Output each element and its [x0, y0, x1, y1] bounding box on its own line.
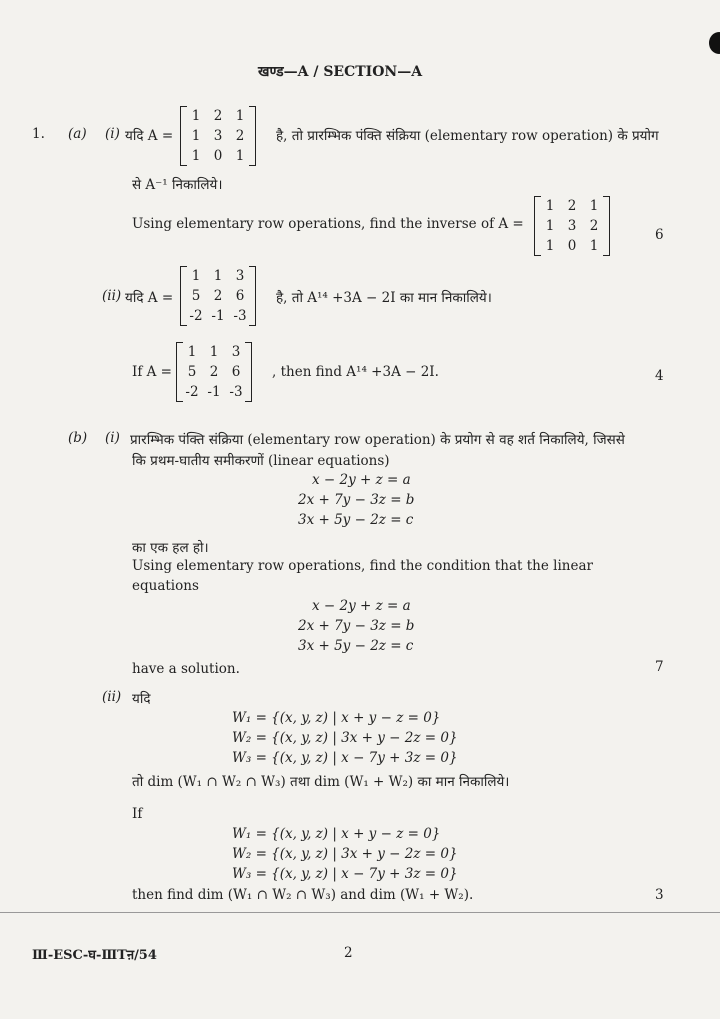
matrix-entry: 2: [589, 218, 599, 234]
part-a-label: (a): [68, 126, 87, 142]
matrix-a1: [180, 106, 256, 166]
equation: 3x + 5y − 2z = c: [298, 638, 414, 654]
matrix-entry: 1: [187, 344, 197, 360]
hindi-text: प्रारम्भिक पंक्ति संक्रिया (elementary row operation) के प्रयोग से वह शर्त निकालिये, जिससे: [130, 432, 625, 448]
sub-ii-label: (ii): [102, 288, 122, 304]
hindi-text: तो dim (W₁ ∩ W₂ ∩ W₃) तथा dim (W₁ + W₂) का मान निकालिये।: [132, 774, 510, 790]
hindi-text: यदि A =: [125, 290, 174, 306]
hindi-text: का एक हल हो।: [132, 540, 209, 556]
english-text: then find dim (W₁ ∩ W₂ ∩ W₃) and dim (W₁ + W₂).: [132, 887, 474, 903]
marks: 3: [655, 887, 664, 903]
matrix-entry: 1: [235, 108, 245, 124]
matrix-entry: 0: [567, 238, 577, 254]
matrix-entry: 3: [231, 344, 241, 360]
english-text: If A =: [132, 364, 172, 380]
question-number: 1.: [32, 126, 45, 142]
matrix-entry: 3: [213, 128, 223, 144]
matrix-entry: 1: [589, 198, 599, 214]
english-text: Using elementary row operations, find the inverse of A =: [132, 216, 524, 232]
matrix-entry: 2: [567, 198, 577, 214]
hindi-text: कि प्रथम-घातीय समीकरणों (linear equations): [132, 453, 390, 469]
matrix-entry: 2: [213, 288, 223, 304]
part-b-label: (b): [68, 430, 88, 446]
matrix-a2-english: [176, 342, 252, 402]
matrix-entry: 5: [187, 364, 197, 380]
section-header: खण्ड—A / SECTION—A: [258, 64, 423, 80]
equation: 3x + 5y − 2z = c: [298, 512, 414, 528]
equation: 2x + 7y − 3z = b: [298, 492, 415, 508]
hindi-text: यदि: [132, 691, 151, 707]
matrix-entry: 2: [209, 364, 219, 380]
hindi-text: से A⁻¹ निकालिये।: [132, 177, 223, 193]
paper-code: Ⅲ-ESC-घ-ⅢTऩ/54: [32, 948, 157, 963]
english-text: have a solution.: [132, 661, 240, 677]
sub-i-label: (i): [105, 430, 120, 446]
set-definition: W₂ = {(x, y, z) | 3x + y − 2z = 0}: [232, 846, 458, 862]
equation: x − 2y + z = a: [312, 598, 411, 614]
matrix-entry: 1: [191, 108, 201, 124]
set-definition: W₃ = {(x, y, z) | x − 7y + 3z = 0}: [232, 866, 458, 882]
matrix-entry: 1: [589, 238, 599, 254]
matrix-entry: -1: [211, 308, 225, 324]
set-definition: W₁ = {(x, y, z) | x + y − z = 0}: [232, 710, 441, 726]
page-number: 2: [344, 945, 353, 961]
set-definition: W₂ = {(x, y, z) | 3x + y − 2z = 0}: [232, 730, 458, 746]
matrix-a2: [180, 266, 256, 326]
matrix-entry: 3: [567, 218, 577, 234]
matrix-entry: 1: [213, 268, 223, 284]
matrix-entry: -2: [189, 308, 203, 324]
hindi-text: है, तो प्रारम्भिक पंक्ति संक्रिया (elementary row operation) के प्रयोग: [276, 128, 659, 144]
matrix-entry: 1: [545, 198, 555, 214]
matrix-entry: 5: [191, 288, 201, 304]
hindi-text: यदि A =: [125, 128, 174, 144]
marks: 4: [655, 368, 664, 384]
english-text: , then find A¹⁴ +3A − 2I.: [272, 364, 439, 380]
matrix-entry: 1: [545, 238, 555, 254]
matrix-entry: -3: [229, 384, 243, 400]
sub-ii-label: (ii): [102, 689, 122, 705]
footer-divider: [0, 912, 720, 913]
english-text: Using elementary row operations, find the condition that the linear: [132, 558, 593, 574]
marks: 6: [655, 227, 664, 243]
matrix-entry: 2: [235, 128, 245, 144]
english-text: If: [132, 806, 143, 822]
matrix-entry: -1: [207, 384, 221, 400]
matrix-entry: 6: [235, 288, 245, 304]
hindi-text: है, तो A¹⁴ +3A − 2I का मान निकालिये।: [276, 290, 492, 306]
matrix-entry: 6: [231, 364, 241, 380]
equation: 2x + 7y − 3z = b: [298, 618, 415, 634]
matrix-entry: 1: [191, 128, 201, 144]
scan-mark: [709, 32, 720, 54]
equation: x − 2y + z = a: [312, 472, 411, 488]
matrix-entry: 1: [545, 218, 555, 234]
matrix-entry: 1: [191, 268, 201, 284]
matrix-entry: 1: [191, 148, 201, 164]
english-text: equations: [132, 578, 199, 594]
matrix-a1-english: [534, 196, 610, 256]
marks: 7: [655, 659, 664, 675]
matrix-entry: 3: [235, 268, 245, 284]
matrix-entry: 1: [209, 344, 219, 360]
sub-i-label: (i): [105, 126, 120, 142]
matrix-entry: 0: [213, 148, 223, 164]
set-definition: W₁ = {(x, y, z) | x + y − z = 0}: [232, 826, 441, 842]
set-definition: W₃ = {(x, y, z) | x − 7y + 3z = 0}: [232, 750, 458, 766]
matrix-entry: -3: [233, 308, 247, 324]
matrix-entry: -2: [185, 384, 199, 400]
matrix-entry: 1: [235, 148, 245, 164]
matrix-entry: 2: [213, 108, 223, 124]
